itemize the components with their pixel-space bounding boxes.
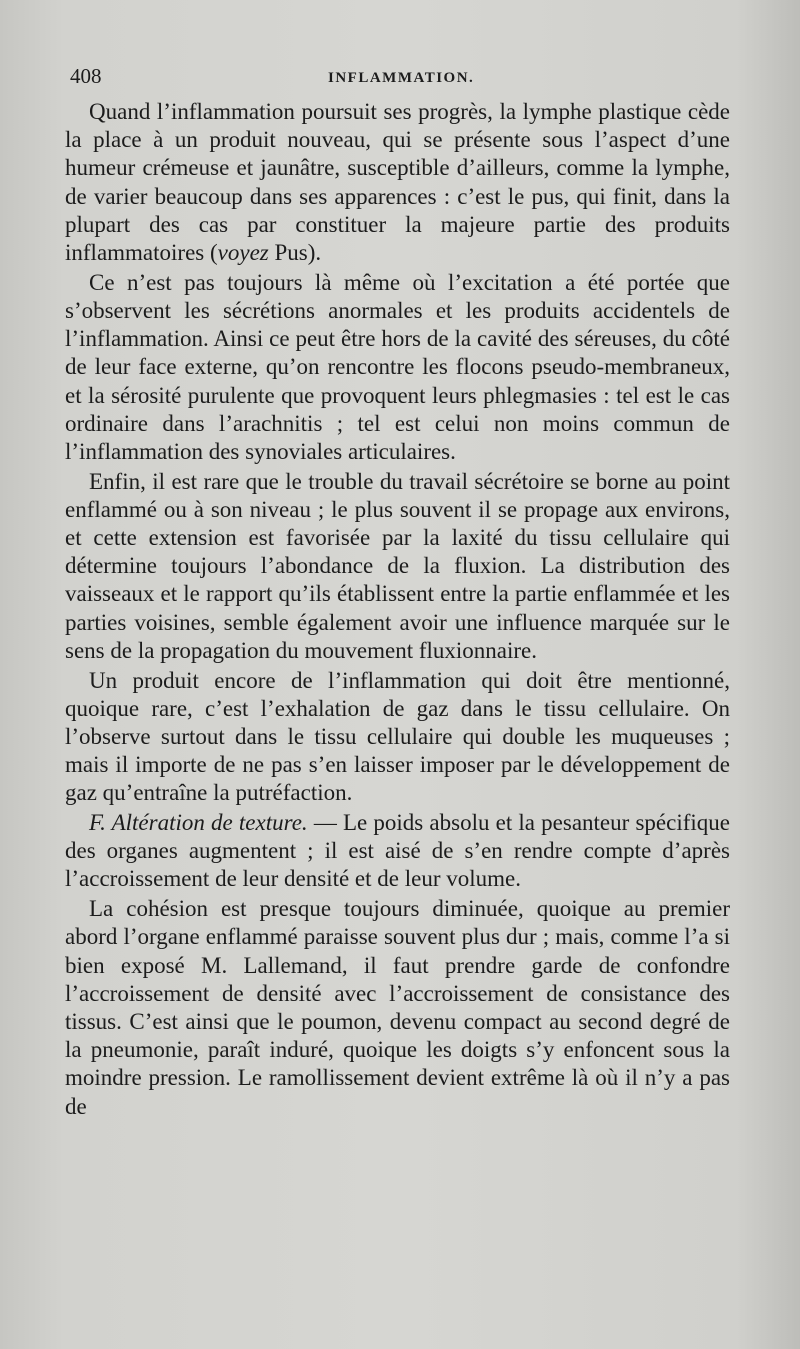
paragraph-5 [65, 809, 730, 894]
page-number: 408 [70, 64, 102, 88]
paragraph-1-italic: voyez [217, 240, 269, 266]
running-title: INFLAMMATION. [328, 70, 475, 86]
paragraph-1-after: Pus). [268, 240, 322, 266]
paragraph-1 [65, 98, 730, 267]
paragraph-3 [65, 468, 730, 665]
paragraph-4-text: Un produit encore de l’inflammation qui doit être mentionné, quoique rare, c’est l’exhalation de gaz dans le tissu cellulaire. On l’observe surtout dans le tissu cellulaire qui double les muqueuses ; mais il importe de ne pas s’en laisser imposer par le développement de gaz qu’entraîne la putréfaction. [65, 667, 730, 806]
paragraph-2-text: Ce n’est pas toujours là même où l’excitation a été portée que s’observent les sécrétions anormales et les produits accidentels de l’inflammation. Ainsi ce peut être hors de la cavité des séreuses, du côté de leur face externe, qu’on rencontre les flocons pseudo-membraneux, et la sérosité purulente que provoquent leurs phlegmasies : tel est le cas ordinaire dans l’arachnitis ; tel est celui non moins commun de l’inflammation des synoviales articulaires. [65, 269, 730, 464]
paragraph-6-text: La cohésion est presque toujours diminuée, quoique au premier abord l’organe enflammé paraisse souvent plus dur ; mais, comme l’a si bien exposé M. Lallemand, il faut prendre garde de confondre l’accroissement de densité avec l’accroissement de consistance des tissus. C’est ainsi que le poumon, devenu compact au second degré de la pneumonie, paraît induré, quoique les doigts s’y enfoncent sous la moindre pression. Le ramollissement devient extrême là où il n’y a pas de [65, 896, 730, 1119]
section-heading: F. Altération de texture. [89, 810, 308, 836]
paragraph-6 [65, 895, 730, 1121]
paragraph-2 [65, 269, 730, 466]
paragraph-4 [65, 667, 730, 808]
body-text [65, 98, 730, 1122]
page-header [70, 64, 730, 94]
paragraph-3-text: Enfin, il est rare que le trouble du travail sécrétoire se borne au point enflammé ou à son niveau ; le plus souvent il se propage aux environs, et cette extension est favorisée par la laxité du tissu cellulaire qui détermine toujours l’abondance de la fluxion. La distribution des vaisseaux et le rapport qu’ils établissent entre la partie enflammée et les parties voisines, semble également avoir une influence marquée sur le sens de la propagation du mouvement fluxionnaire. [65, 468, 730, 663]
paragraph-5-text: — Le poids absolu et la pesanteur spécifique des organes augmentent ; il est aisé de s’en rendre compte d’après l’accroissement de leur densité et de leur volume. [65, 810, 730, 892]
paragraph-1-text: Quand l’inflammation poursuit ses progrès, la lymphe plastique cède la place à un produit nouveau, qui se présente sous l’aspect d’une humeur crémeuse et jaunâtre, susceptible d’ailleurs, comme la lymphe, de varier beaucoup dans ses apparences : c’est le pus, qui finit, dans la plupart des cas par constituer la majeure partie des produits inflammatoires ( [65, 99, 730, 266]
